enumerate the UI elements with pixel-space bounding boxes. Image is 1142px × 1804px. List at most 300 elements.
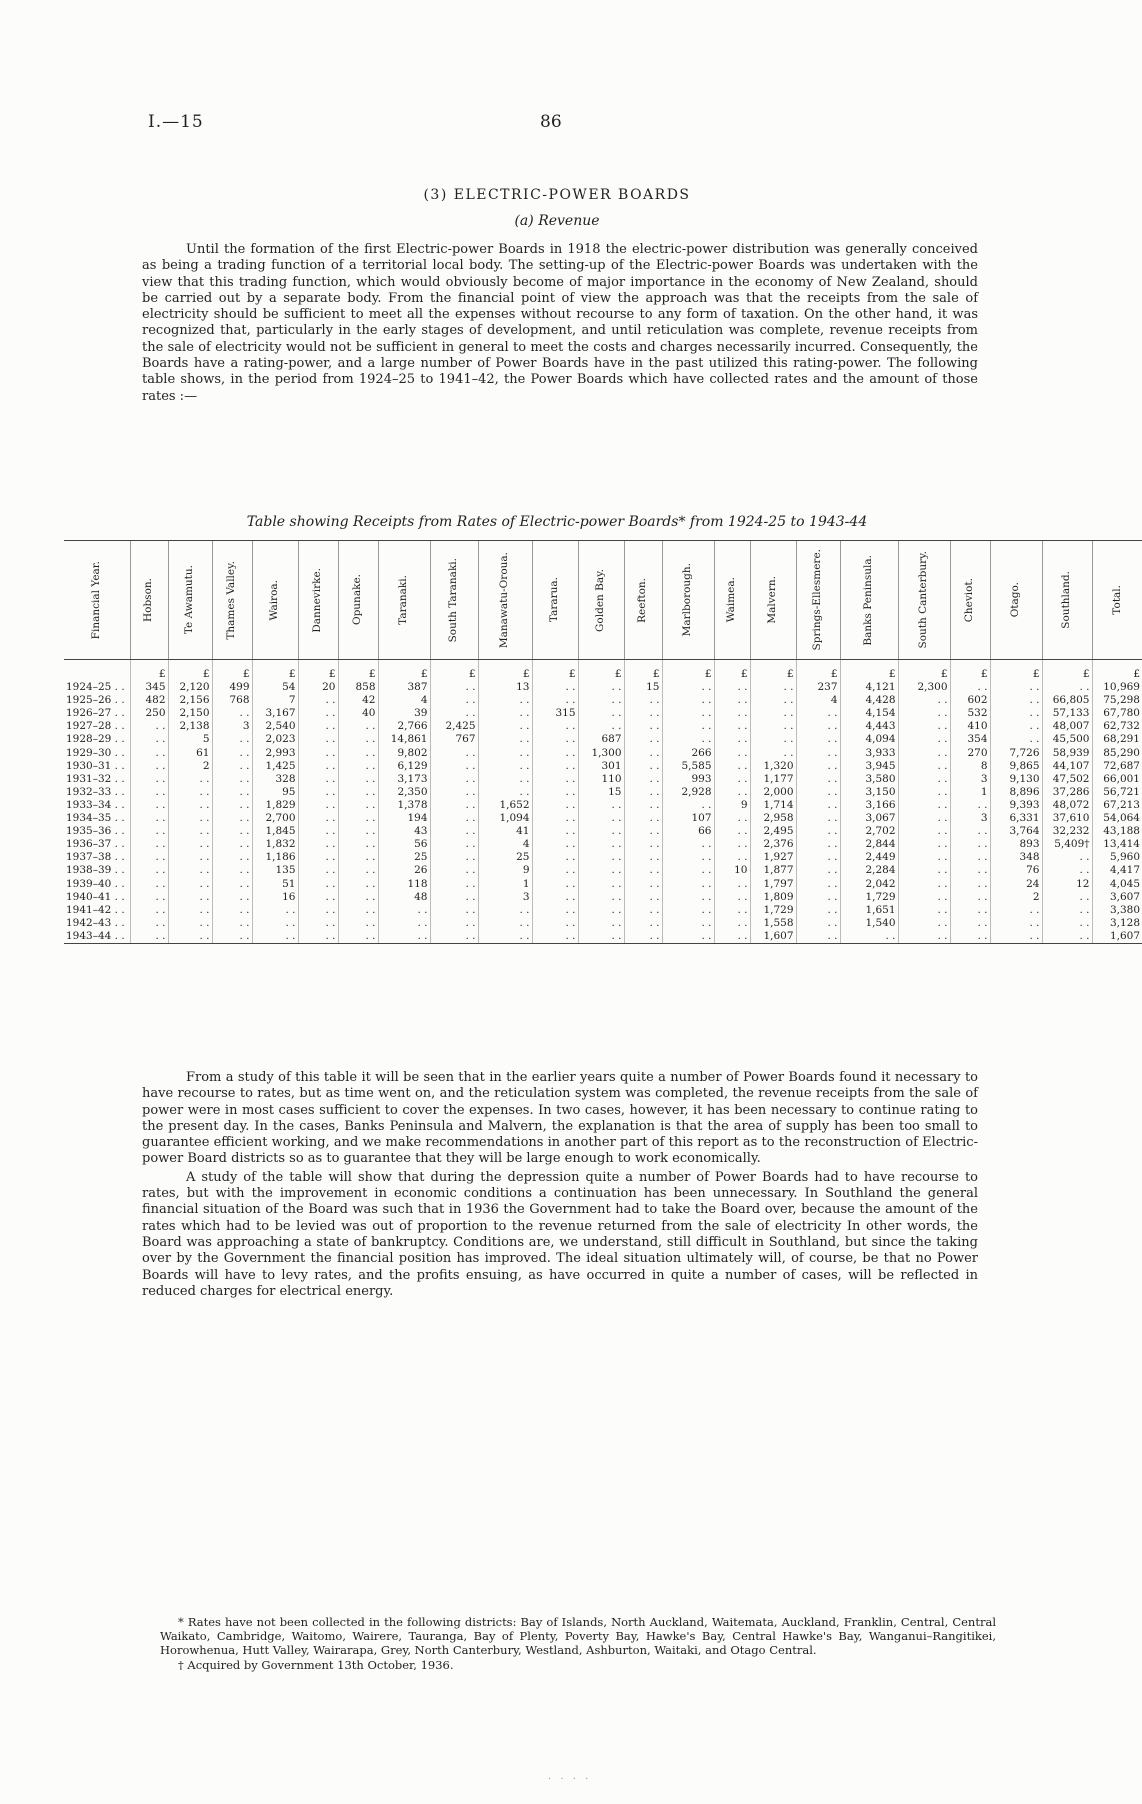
table-cell: 2,023 <box>252 733 298 746</box>
table-cell: . . <box>298 760 338 773</box>
table-cell: . . <box>430 786 478 799</box>
table-cell: 4,443 <box>840 720 898 733</box>
table-cell: 1,729 <box>750 904 796 917</box>
column-header-label: Southland. <box>1060 571 1073 629</box>
table-cell: . . <box>212 733 252 746</box>
table-cell: 26 <box>378 864 430 877</box>
table-cell: . . <box>212 851 252 864</box>
table-cell: . . <box>796 812 840 825</box>
table-cell: 2,156 <box>168 694 212 707</box>
column-header <box>750 541 796 660</box>
table-cell: . . <box>430 878 478 891</box>
table-cell: 3,167 <box>252 707 298 720</box>
year-cell: 1934–35 . . <box>66 812 125 825</box>
table-row <box>64 904 1142 917</box>
column-header <box>840 541 898 660</box>
table-row <box>64 917 1142 930</box>
table-cell: 1,927 <box>750 851 796 864</box>
table-cell: . . <box>624 904 662 917</box>
year-cell: 1939–40 . . <box>66 877 125 890</box>
column-header-label: Opunake. <box>351 574 364 626</box>
table-cell: . . <box>478 930 532 944</box>
table-cell: . . <box>796 760 840 773</box>
table-cell: . . <box>212 891 252 904</box>
table-cell: . . <box>298 786 338 799</box>
table-cell: . . <box>898 812 950 825</box>
table-cell: . . <box>662 917 714 930</box>
table-cell: 66 <box>662 825 714 838</box>
table-cell: . . <box>796 733 840 746</box>
table-cell: . . <box>898 733 950 746</box>
table-cell: . . <box>714 720 750 733</box>
table-cell: . . <box>1042 864 1092 877</box>
table-cell: 301 <box>578 760 624 773</box>
table-cell: 13 <box>478 681 532 694</box>
table-cell: 25 <box>478 851 532 864</box>
table-cell: . . <box>662 707 714 720</box>
table-cell: . . <box>212 878 252 891</box>
unit-cell: £ <box>338 660 378 682</box>
column-header-label: South Canterbury. <box>917 551 930 649</box>
table-cell: 482 <box>130 694 168 707</box>
table-cell: . . <box>532 812 578 825</box>
column-header-label: Tararua. <box>548 577 561 623</box>
table-row <box>64 838 1142 851</box>
year-cell: 1930–31 . . <box>66 759 125 772</box>
table-cell: . . <box>130 917 168 930</box>
table-cell: 767 <box>430 733 478 746</box>
table-cell: 54,064 <box>1092 812 1142 825</box>
table-cell: . . <box>578 851 624 864</box>
table-cell: . . <box>430 773 478 786</box>
column-header-label: Wairoa. <box>268 579 281 621</box>
year-cell: 1927–28 . . <box>66 720 125 733</box>
year-cell: 1937–38 . . <box>66 851 125 864</box>
table-cell: . . <box>130 878 168 891</box>
table-cell: . . <box>714 891 750 904</box>
table-cell: . . <box>430 681 478 694</box>
table-cell: 61 <box>168 747 212 760</box>
table-cell: . . <box>662 930 714 944</box>
table-cell: 1,832 <box>252 838 298 851</box>
table-cell: . . <box>298 720 338 733</box>
table-cell: 85,290 <box>1092 747 1142 760</box>
column-header-label: Manawatu-Oroua. <box>498 551 511 649</box>
year-cell: 1942–43 . . <box>66 916 125 929</box>
column-header <box>378 541 430 660</box>
table-cell: . . <box>714 930 750 944</box>
unit-cell: £ <box>430 660 478 682</box>
table-cell: 2,993 <box>252 747 298 760</box>
table-cell: . . <box>430 864 478 877</box>
table-cell: . . <box>898 707 950 720</box>
table-cell: 3 <box>478 891 532 904</box>
column-header <box>578 541 624 660</box>
table-cell: 5,585 <box>662 760 714 773</box>
unit-cell: £ <box>662 660 714 682</box>
table-cell: 5,960 <box>1092 851 1142 864</box>
table-cell: . . <box>168 917 212 930</box>
table-cell: 25 <box>378 851 430 864</box>
table-cell: . . <box>624 694 662 707</box>
table-cell: . . <box>212 838 252 851</box>
table-cell: 7 <box>252 694 298 707</box>
table-cell: . . <box>624 851 662 864</box>
table-cell: 2,449 <box>840 851 898 864</box>
table-cell: . . <box>578 864 624 877</box>
table-cell: 37,286 <box>1042 786 1092 799</box>
table-cell: . . <box>168 864 212 877</box>
table-cell: 44,107 <box>1042 760 1092 773</box>
table-cell: 8,896 <box>990 786 1042 799</box>
table-cell: 1,300 <box>578 747 624 760</box>
table-cell: 4,428 <box>840 694 898 707</box>
table-cell: . . <box>898 838 950 851</box>
table-cell: 3,067 <box>840 812 898 825</box>
table-cell: 3,580 <box>840 773 898 786</box>
table-cell: 1,845 <box>252 825 298 838</box>
table-cell: . . <box>578 799 624 812</box>
column-header <box>624 541 662 660</box>
table-cell: . . <box>714 786 750 799</box>
table-cell: . . <box>578 891 624 904</box>
table-cell: . . <box>624 733 662 746</box>
table-cell: 48,007 <box>1042 720 1092 733</box>
table-cell: . . <box>624 825 662 838</box>
table-cell: 37,610 <box>1042 812 1092 825</box>
table-cell: 893 <box>990 838 1042 851</box>
table-cell: 1,829 <box>252 799 298 812</box>
table-cell: . . <box>338 733 378 746</box>
table-row <box>64 707 1142 720</box>
table-cell: . . <box>338 891 378 904</box>
units-row <box>64 660 1142 682</box>
unit-cell: £ <box>950 660 990 682</box>
table-cell: . . <box>168 930 212 944</box>
table-row <box>64 878 1142 891</box>
table-cell: 237 <box>796 681 840 694</box>
table-cell: 3,764 <box>990 825 1042 838</box>
table-cell: . . <box>298 825 338 838</box>
table-cell: . . <box>950 904 990 917</box>
table-cell: . . <box>796 707 840 720</box>
table-cell: 6,129 <box>378 760 430 773</box>
table-row <box>64 864 1142 877</box>
table-cell: . . <box>532 747 578 760</box>
table-cell: 2,702 <box>840 825 898 838</box>
table-cell: . . <box>130 891 168 904</box>
table-cell: . . <box>950 838 990 851</box>
table-cell: . . <box>840 930 898 944</box>
table-cell: 8 <box>950 760 990 773</box>
table-cell: . . <box>750 720 796 733</box>
table-cell: . . <box>532 694 578 707</box>
table-cell: . . <box>130 825 168 838</box>
table-cell: 75,298 <box>1092 694 1142 707</box>
table-cell: 3 <box>950 773 990 786</box>
table-cell: . . <box>578 917 624 930</box>
table-cell: 107 <box>662 812 714 825</box>
table-cell: . . <box>714 773 750 786</box>
table-cell: . . <box>714 747 750 760</box>
table-cell: . . <box>950 681 990 694</box>
table-cell: . . <box>898 720 950 733</box>
year-cell: 1933–34 . . <box>66 798 125 811</box>
table-cell: 48,072 <box>1042 799 1092 812</box>
table-cell: 57,133 <box>1042 707 1092 720</box>
column-header <box>478 541 532 660</box>
table-cell: 9 <box>714 799 750 812</box>
year-cell: 1925–26 . . <box>66 694 125 707</box>
table-cell: 1,651 <box>840 904 898 917</box>
table-cell: . . <box>298 878 338 891</box>
table-cell: . . <box>750 733 796 746</box>
column-header-label: Dannevirke. <box>311 567 324 633</box>
document-reference: I.—15 <box>148 112 204 132</box>
table-row <box>64 694 1142 707</box>
unit-cell: £ <box>478 660 532 682</box>
column-header-label: Springs-Ellesmere. <box>811 549 824 651</box>
table-cell: 687 <box>578 733 624 746</box>
table-cell: . . <box>168 773 212 786</box>
table-cell: . . <box>212 747 252 760</box>
intro-paragraph <box>142 242 978 405</box>
table-cell: 43,188 <box>1092 825 1142 838</box>
table-cell: 387 <box>378 681 430 694</box>
table-cell: . . <box>430 851 478 864</box>
table-cell: 3,380 <box>1092 904 1142 917</box>
unit-cell: £ <box>1042 660 1092 682</box>
table-cell: . . <box>298 891 338 904</box>
table-row <box>64 773 1142 786</box>
table-cell: . . <box>130 812 168 825</box>
table-cell: 1,186 <box>252 851 298 864</box>
table-cell: . . <box>430 838 478 851</box>
table-cell: . . <box>338 851 378 864</box>
table-cell: . . <box>298 747 338 760</box>
table-cell: . . <box>624 838 662 851</box>
table-cell: . . <box>714 851 750 864</box>
table-cell: . . <box>532 891 578 904</box>
table-cell: . . <box>532 904 578 917</box>
table-cell: . . <box>338 825 378 838</box>
table-row <box>64 733 1142 746</box>
table-cell: 1,094 <box>478 812 532 825</box>
year-cell: 1924–25 . . <box>66 681 125 694</box>
table-cell: 2 <box>990 891 1042 904</box>
table-cell: . . <box>338 930 378 944</box>
table-cell: 68,291 <box>1092 733 1142 746</box>
table-cell: 66,805 <box>1042 694 1092 707</box>
table-cell: . . <box>898 799 950 812</box>
table-cell: 45,500 <box>1042 733 1092 746</box>
table-cell: . . <box>714 707 750 720</box>
table-cell: 1,425 <box>252 760 298 773</box>
table-cell: 602 <box>950 694 990 707</box>
table-cell: . . <box>714 694 750 707</box>
column-header <box>950 541 990 660</box>
column-header-label: Total. <box>1110 585 1123 615</box>
table-cell: 43 <box>378 825 430 838</box>
table-cell: . . <box>796 825 840 838</box>
table-cell: . . <box>624 878 662 891</box>
table-cell: . . <box>950 825 990 838</box>
table-cell: . . <box>130 904 168 917</box>
column-header <box>212 541 252 660</box>
table-cell: . . <box>298 851 338 864</box>
table-cell: . . <box>430 917 478 930</box>
table-cell: . . <box>796 851 840 864</box>
column-header <box>168 541 212 660</box>
unit-cell: £ <box>714 660 750 682</box>
column-header-label: Waimea. <box>725 577 738 623</box>
table-cell: 2,284 <box>840 864 898 877</box>
table-cell: . . <box>624 747 662 760</box>
table-cell: . . <box>532 825 578 838</box>
table-cell: 95 <box>252 786 298 799</box>
table-cell: 4,417 <box>1092 864 1142 877</box>
rates-table-wrapper <box>64 540 1140 944</box>
table-cell: . . <box>662 878 714 891</box>
table-cell: 768 <box>212 694 252 707</box>
table-cell: 3,173 <box>378 773 430 786</box>
table-cell: 7,726 <box>990 747 1042 760</box>
column-header <box>796 541 840 660</box>
year-cell: 1931–32 . . <box>66 772 125 785</box>
rates-table <box>64 540 1142 944</box>
table-cell: . . <box>796 786 840 799</box>
table-cell: . . <box>168 786 212 799</box>
table-cell: . . <box>430 747 478 760</box>
table-cell: . . <box>478 917 532 930</box>
table-cell: . . <box>168 825 212 838</box>
table-cell: 41 <box>478 825 532 838</box>
table-cell: 4,154 <box>840 707 898 720</box>
table-cell: . . <box>714 878 750 891</box>
table-cell: 56 <box>378 838 430 851</box>
unit-cell: £ <box>898 660 950 682</box>
table-cell: . . <box>168 851 212 864</box>
column-header-label: Cheviot. <box>963 577 976 623</box>
table-cell: . . <box>478 747 532 760</box>
table-cell: . . <box>898 773 950 786</box>
table-cell: . . <box>578 930 624 944</box>
table-cell: . . <box>252 930 298 944</box>
table-cell: 266 <box>662 747 714 760</box>
table-cell: 6,331 <box>990 812 1042 825</box>
table-cell: 66,001 <box>1092 773 1142 786</box>
table-cell: . . <box>532 786 578 799</box>
table-row <box>64 799 1142 812</box>
table-cell: 40 <box>338 707 378 720</box>
table-cell: . . <box>750 694 796 707</box>
column-header <box>898 541 950 660</box>
section-title: (3) ELECTRIC-POWER BOARDS <box>423 187 691 203</box>
table-cell: 532 <box>950 707 990 720</box>
year-cell: 1935–36 . . <box>66 825 125 838</box>
unit-cell: £ <box>252 660 298 682</box>
year-cell: 1943–44 . . <box>64 930 130 944</box>
table-cell: 354 <box>950 733 990 746</box>
table-cell: . . <box>662 864 714 877</box>
table-cell: . . <box>898 747 950 760</box>
paragraph-3: A study of the table will show that during the depression quite a number of Power Boards had to have recourse to rates, but with the improvement in economic conditions a continuation has been unnecessary. In Southland the general financial situation of the Board was such that in 1936 the Government had to take the Board over, because the amount of the rates which had to be levied was out of proportion to the revenue returned from the sale of electricity In other words, the Board was approaching a state of bankruptcy. Conditions are, we understand, still difficult in Southland, but since the taking over by the Government the financial position has improved. The ideal situation ultimately will, of course, be that no Power Boards will have to levy rates, and the profits ensuing, as have occurred in quite a number of cases, will be reflected in reduced charges for electrical energy. <box>142 1169 978 1299</box>
table-cell: . . <box>338 747 378 760</box>
table-cell: . . <box>212 812 252 825</box>
table-cell: 4 <box>796 694 840 707</box>
table-cell: 9,802 <box>378 747 430 760</box>
table-cell: . . <box>168 838 212 851</box>
table-cell: 3,607 <box>1092 891 1142 904</box>
table-cell: . . <box>578 825 624 838</box>
table-cell: 4 <box>378 694 430 707</box>
table-cell: . . <box>430 891 478 904</box>
unit-cell: £ <box>750 660 796 682</box>
table-cell: 328 <box>252 773 298 786</box>
table-cell: 3 <box>212 720 252 733</box>
table-cell: . . <box>212 930 252 944</box>
table-cell: . . <box>578 838 624 851</box>
table-cell: 4,121 <box>840 681 898 694</box>
column-header <box>990 541 1042 660</box>
column-header <box>252 541 298 660</box>
table-cell: . . <box>478 904 532 917</box>
table-cell: . . <box>212 825 252 838</box>
table-cell: . . <box>478 786 532 799</box>
intro-text: Until the formation of the first Electric-power Boards in 1918 the electric-power distribution was generally conceived as being a trading function of a territorial local body. The setting-up of the Electric-power Boards was undertaken with the view that this trading function, which would obviously become of major importance in the economy of New Zealand, should be carried out by a separate body. From the financial point of view the approach was that the receipts from the sale of electricity should be sufficient to meet all the expenses without recourse to any form of taxation. On the other hand, it was recognized that, particularly in the early stages of development, and until reticulation was complete, revenue receipts from the sale of electricity would not be sufficient in general to meet the costs and charges necessarily incurred. Consequently, the Boards have a rating-power, and a large number of Power Boards have in the past utilized this rating-power. The following table shows, in the period from 1924–25 to 1941–42, the Power Boards which have collected rates and the amount of those rates :— <box>142 242 978 404</box>
table-row <box>64 825 1142 838</box>
table-cell: . . <box>578 904 624 917</box>
table-cell: 15 <box>578 786 624 799</box>
table-cell: 9,865 <box>990 760 1042 773</box>
table-caption: Table showing Receipts from Rates of Electric-power Boards* from 1924-25 to 1943-44 <box>246 514 868 530</box>
table-cell: . . <box>796 720 840 733</box>
table-cell: . . <box>796 891 840 904</box>
table-cell: . . <box>750 681 796 694</box>
table-cell: . . <box>532 878 578 891</box>
table-cell: . . <box>378 917 430 930</box>
table-cell: 14,861 <box>378 733 430 746</box>
table-row <box>64 930 1142 944</box>
table-cell: . . <box>898 917 950 930</box>
table-cell: . . <box>338 838 378 851</box>
column-header-label: Financial Year. <box>90 560 103 640</box>
column-header <box>714 541 750 660</box>
table-cell: 2,766 <box>378 720 430 733</box>
table-cell: . . <box>624 864 662 877</box>
table-row <box>64 812 1142 825</box>
table-cell: . . <box>1042 891 1092 904</box>
table-cell: . . <box>252 904 298 917</box>
table-cell: 2,042 <box>840 878 898 891</box>
table-cell: . . <box>1042 681 1092 694</box>
table-cell: . . <box>298 917 338 930</box>
table-cell: . . <box>298 838 338 851</box>
table-cell: 20 <box>298 681 338 694</box>
table-cell: . . <box>478 707 532 720</box>
table-cell: 250 <box>130 707 168 720</box>
table-cell: . . <box>898 760 950 773</box>
table-cell: . . <box>714 812 750 825</box>
table-row <box>64 681 1142 694</box>
table-cell: . . <box>624 720 662 733</box>
table-cell: . . <box>1042 904 1092 917</box>
column-header <box>338 541 378 660</box>
table-cell: . . <box>796 930 840 944</box>
table-cell: . . <box>338 904 378 917</box>
table-cell: . . <box>950 878 990 891</box>
table-cell: . . <box>990 681 1042 694</box>
